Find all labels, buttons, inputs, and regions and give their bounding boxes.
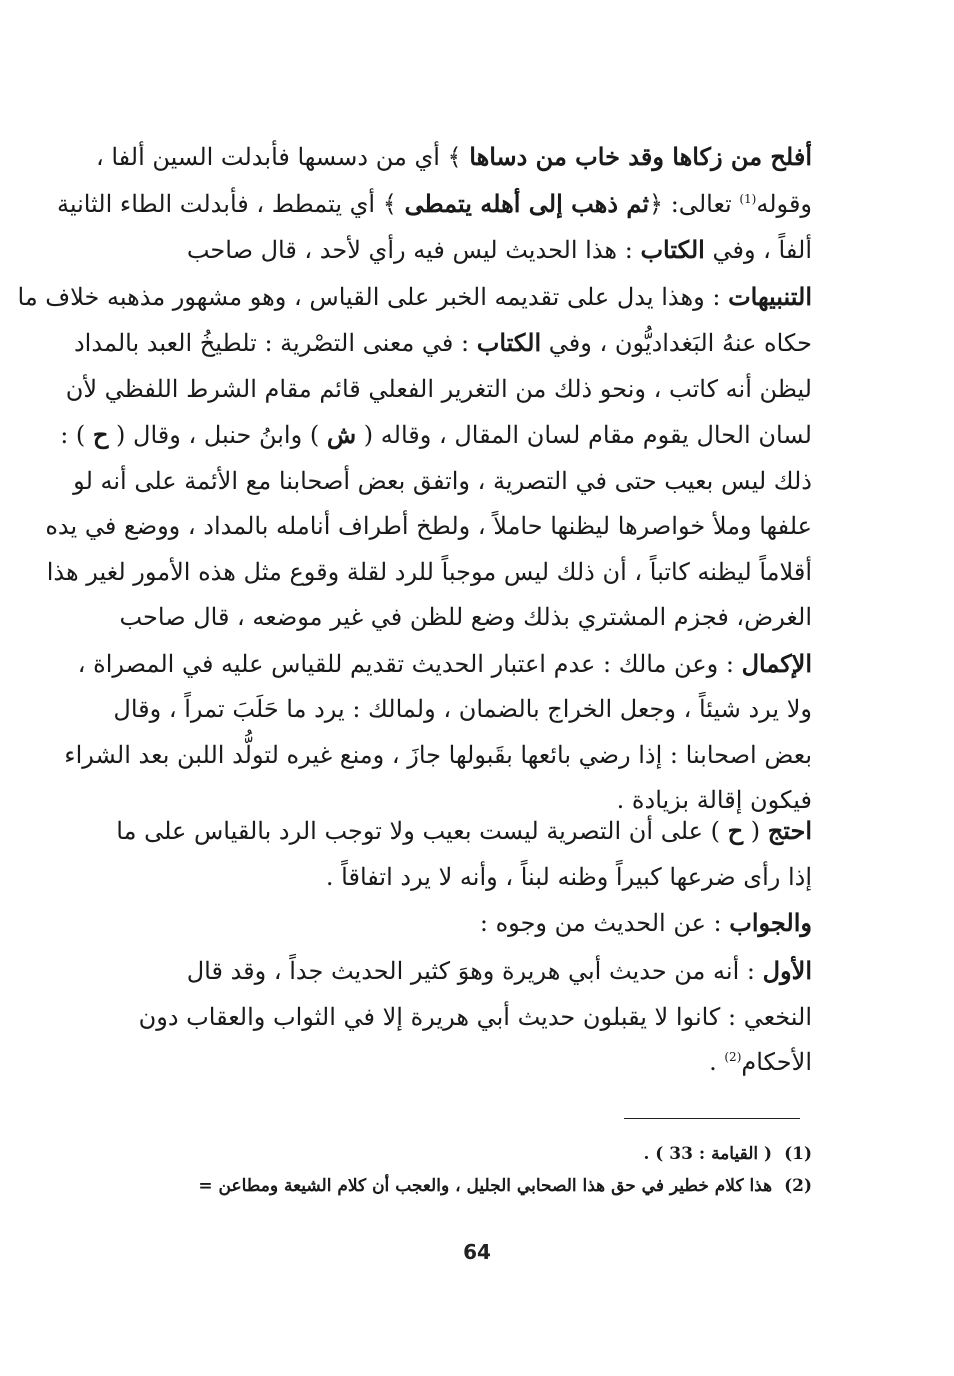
text-line: أقلاماً ليظنه كاتباً ، أن ذلك ليس موجباً للرد لقلة وقوع مثل هذه الأمور لغير هذا <box>46 557 812 586</box>
book-name: الكتاب <box>476 328 542 357</box>
quran-verse: أفلح من زكاها وقد خاب من دساها <box>469 142 812 171</box>
text-line: ألفاً ، وفي الكتاب : هذا الحديث ليس فيه رأي لأحد ، قال صاحب <box>186 235 812 264</box>
text-line: ولا يرد شيئاً ، وجعل الخراج بالضمان ، ولمالك : يرد ما حَلَبَ تمراً ، وقال <box>113 695 812 723</box>
paragraph-answer <box>128 900 812 947</box>
text-line: وقوله$^{(1)}$ تعالى: ﴿ثم ذهب إلى أهله يتمطى ﴾ أي يتمطط ، فأبدلت الطاء الثانية <box>56 188 812 218</box>
text-line: الإكمال : وعن مالك : عدم اعتبار الحديث تقديم للقياس عليه في المصراة ، <box>77 648 812 678</box>
section-keyword: والجواب <box>729 908 812 937</box>
section-keyword: الأول <box>762 956 812 985</box>
footnote <box>128 1170 812 1202</box>
paragraph-quran-commentary <box>17 134 812 824</box>
text-line: أفلح من زكاها وقد خاب من دساها ﴾ أي من دسسها فأبدلت السين ألفا ، <box>95 142 812 171</box>
book-name: الإكمال <box>741 648 812 678</box>
footnote-number: (1) <box>784 1144 812 1164</box>
text-line: ذلك ليس بعيب حتى في التصرية ، واتفق بعض أصحابنا مع الأئمة على أنه لو <box>73 466 812 495</box>
text-line: والجواب : عن الحديث من وجوه : <box>479 908 812 937</box>
text-line: النخعي : كانوا لا يقبلون حديث أبي هريرة إلا في الثواب والعقاب دون <box>138 1002 812 1031</box>
paragraph-argument <box>116 808 812 900</box>
text-line: ليظن أنه كاتب ، ونحو ذلك من التغرير الفعلي قائم مقام الشرط اللفظي لأن <box>65 374 812 403</box>
footnote-divider <box>624 1118 800 1119</box>
text-line: حكاه عنهُ البَغداديُّون ، وفي الكتاب : في معنى التصْرية : تلطيخُ العبد بالمداد <box>73 328 812 357</box>
text-line: الغرض، فجزم المشتري بذلك وضع للظن في غير موضعه ، قال صاحب <box>119 603 812 631</box>
abbreviation: ش <box>326 420 357 449</box>
page-number: 64 <box>463 1240 491 1264</box>
footnote <box>128 1138 812 1170</box>
abbreviation: ح <box>727 816 744 845</box>
paragraph-first-point <box>128 948 812 1086</box>
text-line: فيكون إقالة بزيادة . <box>616 786 812 814</box>
book-name: الكتاب <box>640 235 705 264</box>
text-line: علفها وملأ خواصرها ليظنها حاملاً ، ولطخ أطراف أنامله بالمداد ، ووضع في يده <box>45 512 812 540</box>
footnote-text: هذا كلام خطير في حق هذا الصحابي الجليل ، والعجب أن كلام الشيعة ومطاعن = <box>198 1176 773 1196</box>
text-line: التنبيهات : وهذا يدل على تقديمه الخبر على القياس ، وهو مشهور مذهبه خلاف ما <box>17 281 812 311</box>
text-line: الأحكام$^{(2)}$ . <box>709 1048 812 1076</box>
footnotes <box>128 1138 812 1202</box>
quran-verse: ثم ذهب إلى أهله يتمطى <box>404 188 650 218</box>
footnote-ref: (1) <box>739 191 757 206</box>
footnote-ref: (2) <box>724 1050 742 1064</box>
text-line: بعض اصحابنا : إذا رضي بائعها بقَبولها جازَ ، ومنع غيره لتولُّد اللبن بعد الشراء <box>64 740 812 769</box>
section-keyword: احتج <box>767 816 812 845</box>
text-line: إذا رأى ضرعها كبيراً وظنه لبناً ، وأنه لا يرد اتفاقاً . <box>325 862 812 891</box>
footnote-number: (2) <box>784 1176 812 1196</box>
text-line: لسان الحال يقوم مقام لسان المقال ، وقاله ( ش ) وابنُ حنبل ، وقال ( ح ) : <box>60 420 812 449</box>
book-name: التنبيهات <box>728 281 812 311</box>
text-line: الأول : أنه من حديث أبي هريرة وهوَ كثير الحديث جداً ، وقد قال <box>186 956 812 985</box>
text-line: احتج ( ح ) على أن التصرية ليست بعيب ولا توجب الرد بالقياس على ما <box>116 816 812 845</box>
footnote-text: ( القيامة : 33 ) . <box>643 1144 773 1164</box>
abbreviation: ح <box>92 420 109 449</box>
